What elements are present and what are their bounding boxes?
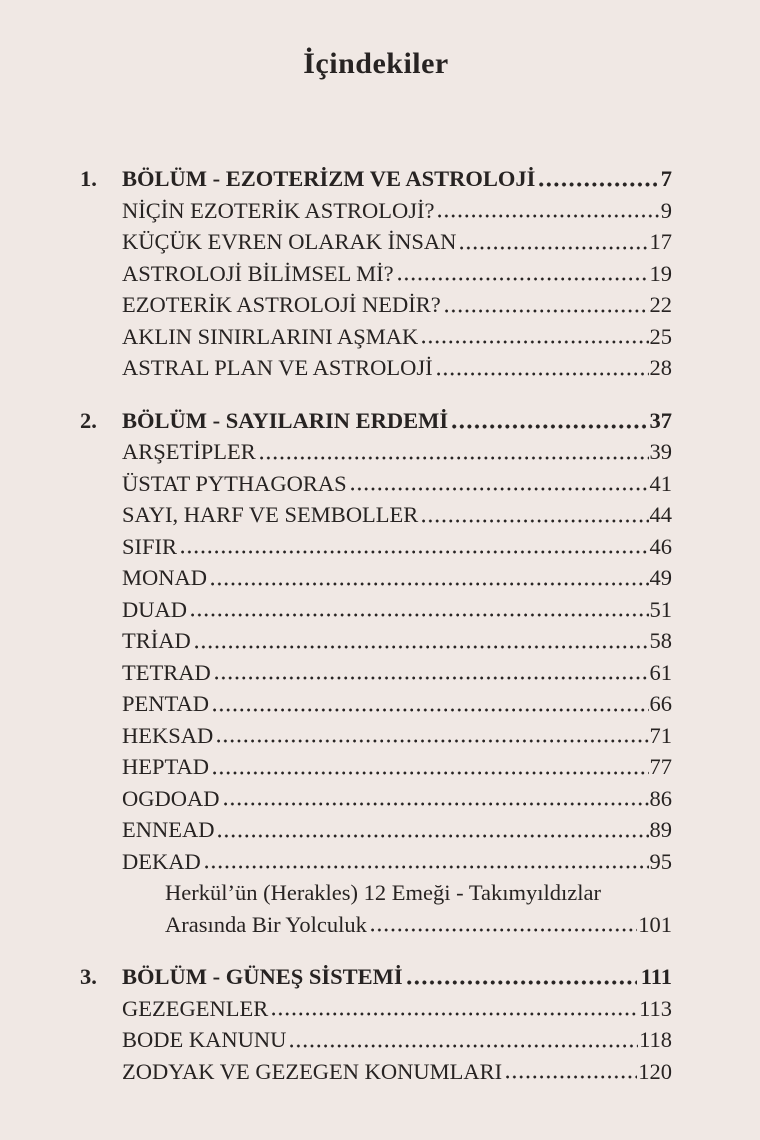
item-page-number: 46	[649, 533, 672, 559]
dot-leader	[506, 1075, 637, 1079]
section-page-number: 7	[660, 166, 672, 191]
dot-leader	[260, 456, 649, 460]
dot-leader	[351, 487, 649, 491]
dot-leader	[215, 676, 649, 680]
toc-item	[80, 814, 672, 846]
section-title: BÖLÜM - SAYILARIN ERDEMİ	[122, 407, 449, 433]
item-page-number: 39	[649, 439, 672, 464]
item-page-number: 49	[649, 565, 672, 590]
toc-section	[80, 163, 672, 384]
section-title: BÖLÜM - EZOTERİZM VE ASTROLOJİ	[122, 166, 536, 191]
toc-item	[80, 468, 672, 500]
item-title: SIFIR	[122, 533, 178, 559]
item-page-number: 89	[649, 817, 672, 842]
item-title: DUAD	[122, 596, 187, 622]
toc-section-header	[80, 405, 672, 437]
item-title: KÜÇÜK EVREN OLARAK İNSAN	[122, 229, 457, 254]
item-page-number: 22	[649, 292, 672, 317]
item-title: TETRAD	[122, 659, 211, 685]
toc-item	[80, 258, 672, 290]
page-title: İçindekiler	[303, 47, 449, 80]
toc-section-header	[80, 163, 672, 195]
dot-leader	[407, 980, 637, 985]
item-page-number: 28	[649, 355, 672, 380]
toc-item	[80, 1056, 672, 1088]
dot-leader	[445, 309, 649, 313]
toc-section	[80, 405, 672, 941]
item-page-number: 113	[639, 995, 672, 1021]
item-title: NİÇİN EZOTERİK ASTROLOJİ?	[122, 197, 435, 223]
toc-item	[80, 625, 672, 657]
dot-leader	[213, 708, 649, 712]
toc-item	[80, 846, 672, 878]
item-title: PENTAD	[122, 691, 209, 716]
toc-item	[80, 289, 672, 321]
item-title: Herkül’ün (Herakles) 12 Emeği - Takımyıldızlar	[165, 880, 601, 905]
dot-leader	[452, 424, 645, 429]
item-title: HEKSAD	[122, 722, 214, 748]
item-title: ASTROLOJİ BİLİMSEL Mİ?	[122, 260, 394, 286]
section-number: 2.	[80, 407, 97, 433]
dot-leader	[217, 739, 648, 743]
toc-section-header	[80, 961, 672, 993]
item-page-number: 118	[639, 1027, 672, 1052]
table-of-contents	[80, 163, 672, 1087]
item-page-number: 120	[638, 1058, 672, 1084]
item-title: HEPTAD	[122, 754, 209, 779]
item-title: BODE KANUNU	[122, 1027, 287, 1052]
item-page-number: 44	[649, 502, 672, 527]
toc-item	[80, 783, 672, 815]
dot-leader	[371, 928, 637, 932]
dot-leader	[211, 582, 648, 586]
toc-item	[80, 436, 672, 468]
item-page-number: 25	[649, 323, 672, 349]
dot-leader	[191, 613, 649, 617]
dot-leader	[213, 771, 649, 775]
item-title: ARŞETİPLER	[122, 439, 256, 464]
item-title: TRİAD	[122, 628, 191, 653]
toc-item	[80, 321, 672, 353]
item-page-number: 66	[649, 691, 672, 716]
item-page-number: 17	[649, 229, 672, 254]
item-page-number: 61	[649, 659, 672, 685]
toc-item	[80, 657, 672, 689]
dot-leader	[290, 1044, 638, 1048]
toc-item	[80, 594, 672, 626]
item-page-number: 9	[660, 197, 672, 223]
dot-leader	[460, 246, 648, 250]
section-number: 3.	[80, 964, 97, 989]
dot-leader	[422, 519, 648, 523]
item-page-number: 19	[649, 260, 672, 286]
toc-item	[80, 562, 672, 594]
toc-item	[80, 688, 672, 720]
item-page-number: 41	[649, 470, 672, 496]
toc-item-wrapped-line	[80, 909, 672, 941]
section-number: 1.	[80, 166, 97, 191]
item-page-number: 101	[638, 911, 672, 937]
toc-item-wrapped-line	[80, 877, 672, 909]
item-title: AKLIN SINIRLARINI AŞMAK	[122, 323, 419, 349]
toc-item	[80, 499, 672, 531]
toc-item	[80, 720, 672, 752]
item-page-number: 71	[649, 722, 672, 748]
toc-section	[80, 961, 672, 1087]
item-title: EZOTERİK ASTROLOJİ NEDİR?	[122, 292, 441, 317]
section-title: BÖLÜM - GÜNEŞ SİSTEMİ	[122, 964, 403, 989]
dot-leader	[272, 1012, 638, 1016]
dot-leader	[224, 802, 649, 806]
item-page-number: 86	[649, 785, 672, 811]
dot-leader	[437, 372, 649, 376]
item-title: MONAD	[122, 565, 208, 590]
dot-leader	[438, 214, 659, 218]
item-title: SAYI, HARF VE SEMBOLLER	[122, 502, 419, 527]
toc-item	[80, 1024, 672, 1056]
item-title: DEKAD	[122, 848, 201, 874]
item-title: Arasında Bir Yolculuk	[165, 911, 367, 937]
item-title: ÜSTAT PYTHAGORAS	[122, 470, 347, 496]
item-page-number: 51	[649, 596, 672, 622]
dot-leader	[398, 277, 649, 281]
dot-leader	[195, 645, 649, 649]
item-title: GEZEGENLER	[122, 995, 269, 1021]
toc-item	[80, 531, 672, 563]
section-page-number: 111	[640, 964, 672, 989]
toc-item	[80, 352, 672, 384]
toc-item	[80, 226, 672, 258]
dot-leader	[205, 865, 649, 869]
toc-item	[80, 751, 672, 783]
item-page-number: 77	[649, 754, 672, 779]
dot-leader	[218, 834, 648, 838]
toc-item	[80, 195, 672, 227]
dot-leader	[539, 182, 656, 187]
item-page-number: 58	[649, 628, 672, 653]
item-title: ZODYAK VE GEZEGEN KONUMLARI	[122, 1058, 503, 1084]
dot-leader	[181, 550, 648, 554]
item-page-number: 95	[649, 848, 672, 874]
item-title: ASTRAL PLAN VE ASTROLOJİ	[122, 355, 433, 380]
toc-item	[80, 993, 672, 1025]
item-title: ENNEAD	[122, 817, 215, 842]
item-title: OGDOAD	[122, 785, 220, 811]
section-page-number: 37	[649, 407, 672, 433]
dot-leader	[422, 340, 648, 344]
